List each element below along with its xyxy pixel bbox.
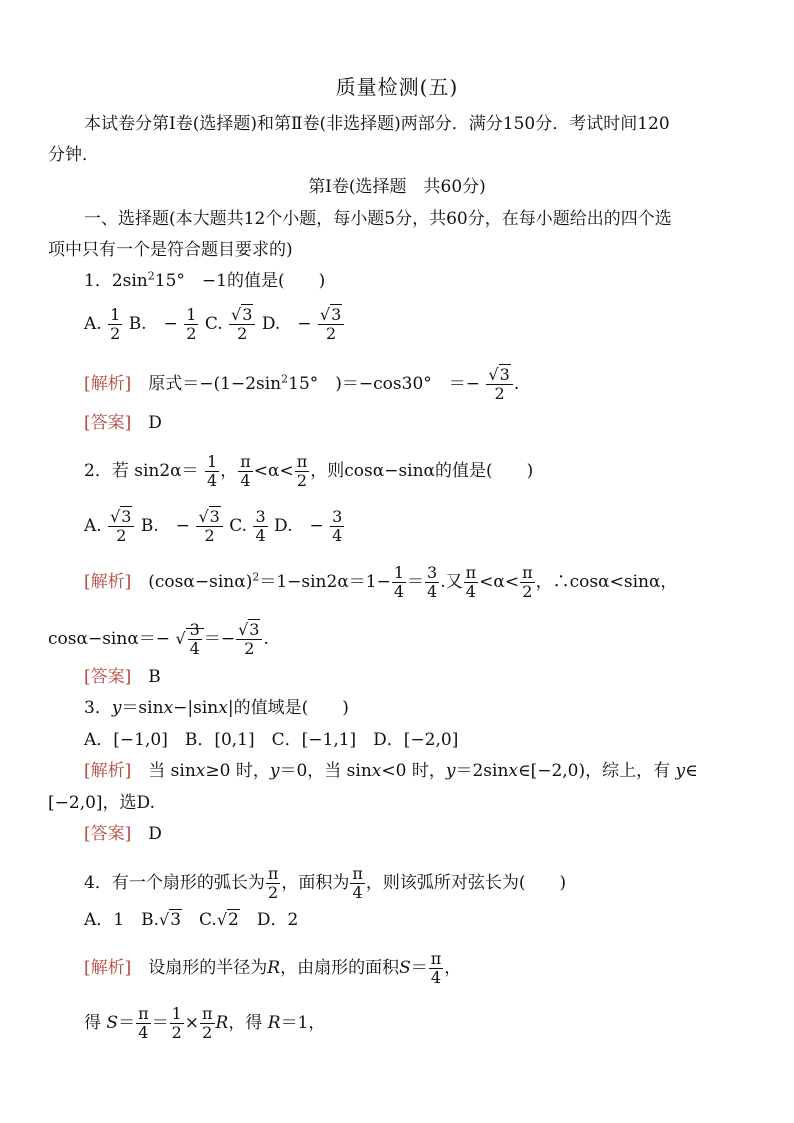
q2-analysis-line2-period: .: [263, 629, 269, 649]
sqrt-3: [110, 509, 132, 525]
sqrt-3: [320, 307, 342, 323]
q1-option-b-label: B. −: [128, 314, 178, 334]
page-title: 质量检测(五): [335, 75, 459, 99]
q2-option-c-label: C.: [229, 516, 248, 536]
q2-analysis-text-2: ＝1−sin2α＝1−: [259, 572, 391, 592]
q4-options: [84, 909, 298, 931]
q3-answer: [84, 823, 162, 845]
radicand: 3: [499, 365, 510, 384]
sqrt-3: [231, 307, 253, 323]
q3-var-x-2: x: [218, 698, 228, 718]
numerator: 1: [207, 452, 218, 471]
q2-stem-text-2: <α<: [253, 461, 294, 481]
denominator: 2: [244, 639, 255, 658]
q3-analysis-line-2: [−2,0]，选D.: [48, 793, 155, 813]
q1-analysis-period: .: [513, 374, 520, 394]
q4-stem-text-2: ，面积为: [281, 873, 350, 893]
q2-stem-fraction-2: [238, 453, 253, 490]
denominator: 4: [255, 526, 266, 545]
q3-analysis-text-4: <0 时，: [381, 761, 446, 781]
q2-analysis-text-3: .又: [440, 572, 463, 592]
q4-analysis-line2-var-r-2: R: [267, 1013, 281, 1033]
denominator: 4: [393, 582, 405, 601]
numerator: π: [240, 452, 251, 471]
denominator: 2: [204, 526, 215, 545]
q4-analysis-equals: ＝: [410, 958, 428, 978]
numerator: π: [465, 563, 477, 582]
denominator: 4: [352, 883, 363, 902]
q4-analysis-text: 设扇形的半径为: [148, 958, 268, 978]
q2-option-c-fraction: [253, 508, 267, 545]
numerator: 3: [332, 507, 343, 526]
q1-stem-superscript: 2: [147, 269, 155, 283]
analysis-tag: [解析]: [84, 761, 132, 781]
numerator: [236, 621, 262, 640]
q4-analysis-fraction: [429, 950, 444, 987]
q2-answer-value: B: [148, 667, 161, 687]
q4-analysis-line2-text-2: ，得: [228, 1013, 268, 1033]
q2-analysis-root: [175, 621, 203, 658]
q3-analysis-text-6: ∈[−2,0)，综上，有: [518, 761, 671, 781]
radicand: 3: [121, 507, 132, 526]
analysis-tag: [解析]: [84, 958, 132, 978]
numerator: π: [430, 949, 442, 968]
radicand: 3: [209, 507, 220, 526]
denominator: 4: [332, 526, 343, 545]
q1-answer: [84, 412, 162, 434]
q3-stem-text: ＝sin: [121, 698, 164, 718]
numerator: [318, 306, 344, 325]
q4-option-c-sqrt: [217, 909, 240, 931]
q4-stem-text: 4．有一个扇形的弧长为: [84, 873, 265, 893]
q3-stem-text-3: |的值域是( ): [227, 698, 349, 718]
q2-stem: [84, 453, 533, 490]
numerator: [229, 306, 255, 325]
denominator: 4: [430, 968, 442, 987]
q3-analysis-text-5: ＝2sin: [455, 761, 509, 781]
q3-analysis-var-2: y: [269, 761, 280, 781]
q2-analysis-line2-text-2: ＝−: [203, 629, 236, 649]
section-intro-line-1: 一、选择题(本大题共12个小题，每小题5分，共60分，在每小题给出的四个选: [84, 209, 672, 229]
q4-analysis-comma: ，: [444, 958, 462, 978]
q3-analysis-var: x: [195, 761, 206, 781]
q1-analysis-fraction: [486, 366, 512, 403]
answer-tag: [答案]: [84, 824, 132, 844]
intro-line-1: 本试卷分第Ⅰ卷(选择题)和第Ⅱ卷(非选择题)两部分．满分150分．考试时间120: [84, 114, 670, 134]
q2-options: [84, 508, 345, 545]
denominator: 4: [240, 471, 251, 490]
q4-analysis-line2-fraction-1: [136, 1005, 151, 1042]
q1-option-b-fraction: [184, 306, 198, 343]
denominator: 2: [186, 324, 197, 343]
q4-analysis: [84, 950, 461, 987]
radical-sign: √: [198, 507, 209, 526]
q3-analysis: [84, 760, 698, 782]
q2-analysis-text: (cosα−sinα): [148, 572, 253, 592]
numerator: 3: [189, 620, 200, 639]
q4-analysis-line2-equals-2: ＝: [151, 1013, 169, 1033]
radical-sign: √: [159, 910, 170, 929]
q1-analysis-superscript: 2: [281, 372, 289, 386]
q4-analysis-var-r: R: [267, 958, 281, 978]
q1-option-a-fraction: [108, 306, 122, 343]
q4-analysis-line2-times: ×: [184, 1013, 200, 1033]
radical-sign: √: [175, 629, 186, 648]
radicand: 3: [331, 305, 342, 324]
q2-analysis: [84, 564, 677, 601]
q3-stem-number: 3．: [84, 698, 112, 718]
q4-analysis-line2-equals: ＝: [118, 1013, 136, 1033]
radical-sign: √: [231, 305, 242, 324]
radical-sign: √: [319, 305, 331, 324]
numerator: [196, 508, 222, 527]
q2-stem-text-3: ，则cosα−sinα的值是( ): [310, 461, 534, 481]
q4-analysis-var-s: S: [399, 958, 411, 978]
q3-var-y: y: [111, 698, 122, 718]
fraction: [188, 621, 202, 658]
q4-stem: [84, 865, 566, 902]
numerator: π: [296, 452, 308, 471]
q2-option-a-fraction: [108, 508, 134, 545]
radicand: [186, 620, 204, 658]
denominator: 2: [110, 324, 121, 343]
q2-option-a-label: A.: [84, 516, 102, 536]
analysis-tag: [解析]: [84, 572, 132, 592]
q2-stem-text: 2．若 sin2α＝: [84, 461, 199, 481]
q3-answer-value: D: [148, 824, 162, 844]
q2-analysis-fraction-1: [392, 564, 406, 601]
q2-analysis-text-4: <α<: [479, 572, 520, 592]
q4-analysis-text-2: ，由扇形的面积: [280, 958, 400, 978]
numerator: π: [267, 864, 279, 883]
q3-analysis-var-5: x: [508, 761, 518, 781]
q2-analysis-fraction-2: [425, 564, 439, 601]
denominator: 2: [171, 1023, 182, 1042]
q2-analysis-line2-fraction: [236, 621, 262, 658]
numerator: 3: [255, 507, 266, 526]
numerator: π: [352, 864, 363, 883]
q4-stem-fraction-2: [350, 865, 365, 902]
q4-option-b-sqrt: [159, 909, 182, 931]
q2-stem-fraction-1: [205, 453, 219, 490]
q1-stem-text-2: 15° −1的值是( ): [154, 271, 326, 291]
numerator: 1: [186, 305, 197, 324]
numerator: 1: [393, 563, 405, 582]
q2-option-d-label: D. −: [274, 516, 324, 536]
radicand: 3: [249, 620, 260, 639]
radical-sign: √: [110, 507, 121, 526]
q4-stem-text-3: ，则该弧所对弦长为( ): [365, 873, 567, 893]
q1-option-c-label: C.: [204, 314, 223, 334]
q3-analysis-var-3: x: [371, 761, 382, 781]
q3-options: A．[−1,0] B．[0,1] C．[−1,1] D．[−2,0]: [84, 730, 459, 750]
q3-analysis-text-3: ＝0，当 sin: [279, 761, 372, 781]
q3-analysis-text: 当 sin: [148, 761, 196, 781]
q3-analysis-text-7: ∈: [685, 761, 698, 781]
q4-analysis-line2-fraction-2: [170, 1005, 184, 1042]
q2-option-b-label: B. −: [140, 516, 191, 536]
denominator: 2: [267, 883, 279, 902]
q3-stem-text-2: −|sin: [173, 698, 219, 718]
denominator: 4: [189, 639, 200, 658]
q1-stem: [84, 270, 325, 292]
q3-var-x: x: [163, 698, 174, 718]
q4-stem-fraction-1: [266, 865, 281, 902]
q4-analysis-line2-fraction-3: [200, 1005, 215, 1042]
numerator: [108, 508, 134, 527]
analysis-tag: [解析]: [84, 374, 132, 394]
radicand: 2: [228, 910, 239, 930]
q2-option-b-fraction: [196, 508, 222, 545]
denominator: 2: [522, 582, 533, 601]
radicand: 3: [170, 910, 182, 930]
q1-option-c-fraction: [229, 306, 255, 343]
q3-analysis-var-4: y: [445, 761, 456, 781]
q1-answer-value: D: [148, 413, 162, 433]
q4-option-c-label: C.: [182, 910, 217, 930]
denominator: 2: [202, 1023, 213, 1042]
numerator: π: [522, 563, 533, 582]
q2-analysis-line-2: [48, 621, 269, 658]
q4-analysis-line2-text-3: ＝1，: [280, 1013, 326, 1033]
q1-analysis-text-2: 15° )＝−cos30° ＝−: [288, 374, 481, 394]
q2-analysis-line2-text: cosα−sinα＝−: [48, 629, 171, 649]
q2-analysis-fraction-3: [464, 564, 479, 601]
radicand: 3: [242, 305, 253, 324]
intro-line-2: 分钟．: [48, 145, 99, 165]
q4-analysis-line-2: [84, 1005, 325, 1042]
part1-heading: 第Ⅰ卷(选择题 共60分): [308, 177, 486, 197]
q1-option-d-fraction: [318, 306, 344, 343]
q1-option-d-label: D. −: [261, 314, 312, 334]
q4-option-a-b-label: A．1 B.: [84, 910, 159, 930]
answer-tag: [答案]: [84, 667, 132, 687]
q2-analysis-superscript: 2: [252, 570, 260, 584]
denominator: 4: [427, 582, 438, 601]
denominator: 4: [465, 582, 476, 601]
q1-analysis-text: 原式＝−(1−2sin: [148, 374, 282, 394]
radical-sign: √: [216, 910, 228, 929]
q3-stem: [84, 697, 349, 719]
denominator: 2: [116, 526, 127, 545]
q1-analysis: [84, 366, 519, 403]
q2-analysis-fraction-4: [520, 564, 535, 601]
numerator: 1: [171, 1004, 182, 1023]
sqrt-3: [198, 509, 220, 525]
answer-tag: [答案]: [84, 413, 132, 433]
numerator: 1: [110, 305, 121, 324]
q4-analysis-line2-text: 得: [84, 1013, 107, 1033]
denominator: 2: [237, 324, 248, 343]
q4-analysis-line2-var-r: R: [215, 1013, 229, 1033]
radical-sign: √: [238, 620, 249, 639]
sqrt-3: [488, 367, 510, 383]
q3-analysis-text-2: ≥0 时，: [205, 761, 270, 781]
q1-option-a-label: A.: [84, 314, 102, 334]
q1-stem-text: 1．2sin: [84, 271, 148, 291]
q2-stem-comma: ，: [220, 461, 238, 481]
q1-options: [84, 306, 345, 343]
sqrt-3: [238, 622, 260, 638]
q4-option-d-label: D．2: [239, 910, 299, 930]
q2-analysis-equals: ＝: [407, 572, 425, 592]
denominator: 2: [296, 471, 308, 490]
q3-analysis-var-6: y: [675, 761, 686, 781]
numerator: 3: [427, 563, 438, 582]
denominator: 2: [326, 324, 337, 343]
q2-stem-fraction-3: [295, 453, 310, 490]
q2-analysis-text-5: ，∴cosα<sinα，: [535, 572, 678, 592]
denominator: 2: [494, 384, 505, 403]
numerator: [486, 366, 512, 385]
numerator: π: [202, 1004, 213, 1023]
q4-analysis-line2-var-s: S: [106, 1013, 119, 1033]
section-intro-line-2: 项中只有一个是符合题目要求的): [48, 240, 293, 260]
denominator: 4: [138, 1023, 149, 1042]
denominator: 4: [207, 471, 218, 490]
q2-answer: [84, 666, 161, 688]
radical-sign: √: [488, 365, 499, 384]
q2-option-d-fraction: [330, 508, 344, 545]
numerator: π: [138, 1004, 149, 1023]
